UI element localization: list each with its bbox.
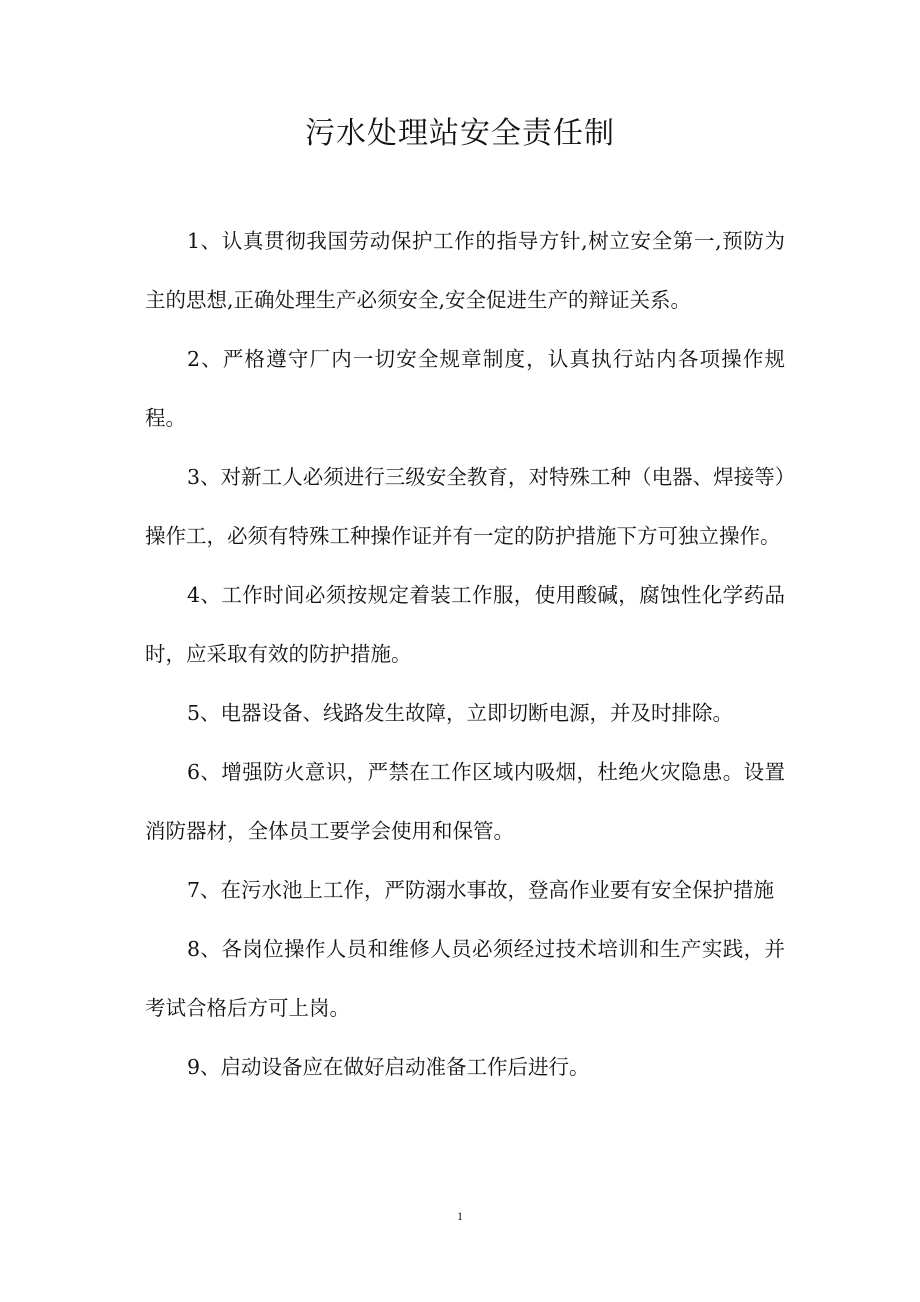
page-number: 1 xyxy=(457,1209,463,1223)
paragraph-4: 4、工作时间必须按规定着装工作服，使用酸碱，腐蚀性化学药品时，应采取有效的防护措施。 xyxy=(145,583,785,666)
paragraph-1: 1、认真贯彻我国劳动保护工作的指导方针,树立安全第一,预防为主的思想,正确处理生产必须安全,安全促进生产的辩证关系。 xyxy=(145,229,785,312)
document-body xyxy=(145,212,785,1097)
paragraph-7: 7、在污水池上工作，严防溺水事故，登高作业要有安全保护措施 xyxy=(187,878,775,902)
paragraph-6: 6、增强防火意识，严禁在工作区域内吸烟，杜绝火灾隐患。设置消防器材，全体员工要学会使用和保管。 xyxy=(145,760,785,843)
paragraph-5: 5、电器设备、线路发生故障，立即切断电源，并及时排除。 xyxy=(187,701,734,725)
paragraph-9: 9、启动设备应在做好启动准备工作后进行。 xyxy=(187,1055,590,1079)
paragraph-8: 8、各岗位操作人员和维修人员必须经过技术培训和生产实践，并考试合格后方可上岗。 xyxy=(145,937,785,1020)
paragraph-2: 2、严格遵守厂内一切安全规章制度，认真执行站内各项操作规程。 xyxy=(145,347,785,430)
document-title: 污水处理站安全责任制 xyxy=(305,116,615,151)
paragraph-3: 3、对新工人必须进行三级安全教育，对特殊工种（电器、焊接等）操作工，必须有特殊工种操作证并有一定的防护措施下方可独立操作。 xyxy=(145,465,785,548)
